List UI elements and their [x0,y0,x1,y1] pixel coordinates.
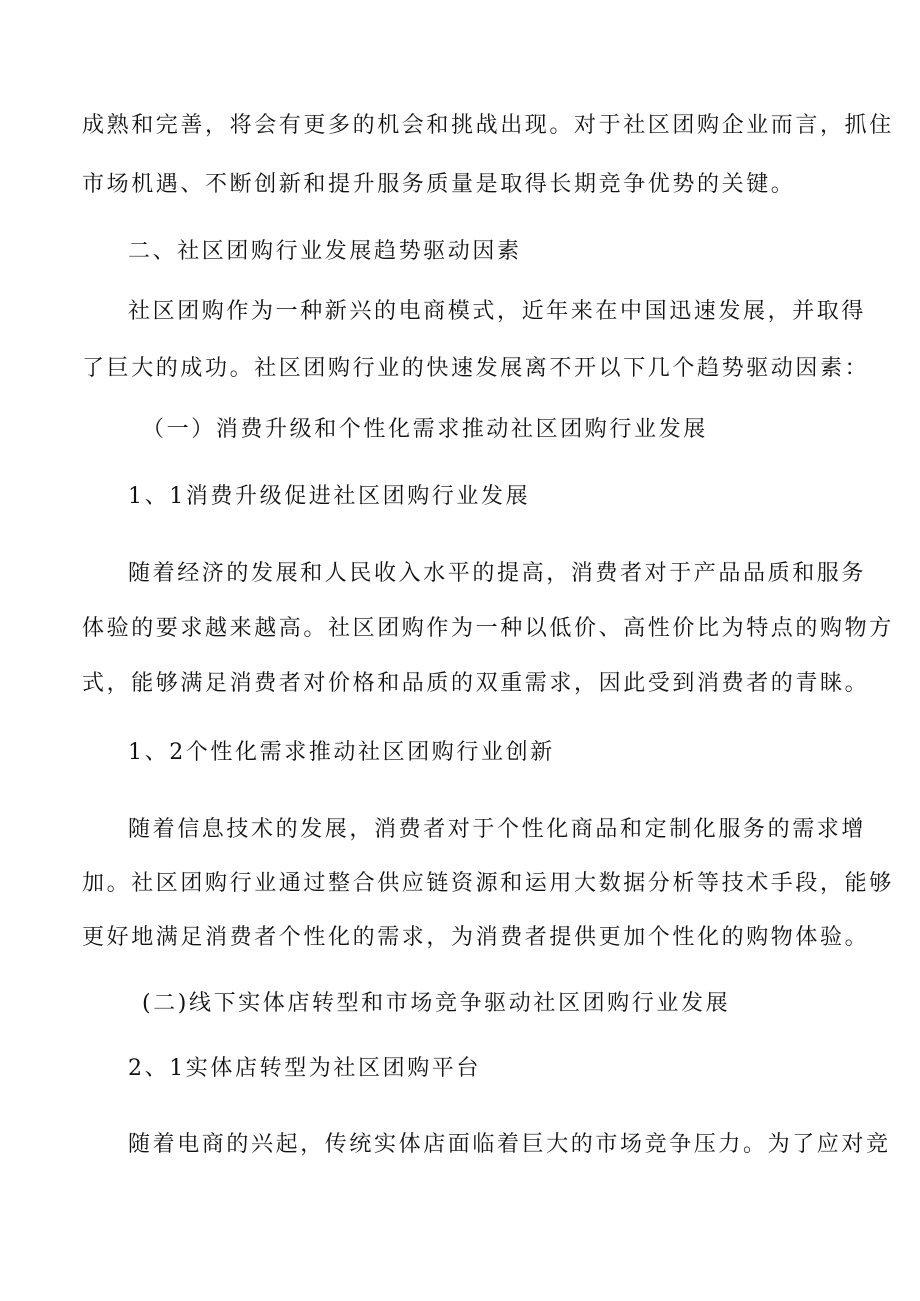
numbered-heading: 1、2个性化需求推动社区团购行业创新 [128,740,555,765]
paragraph-line: 加。社区团购行业通过整合供应链资源和运用大数据分析等技术手段，能够 [82,871,894,896]
paragraph-line: 随着经济的发展和人民收入水平的提高，消费者对于产品品质和服务 [128,561,867,586]
section-heading: 二、社区团购行业发展趋势驱动因素 [128,239,522,264]
paragraph-line: 了巨大的成功。社区团购行业的快速发展离不开以下几个趋势驱动因素： [82,356,870,381]
numbered-heading: 2、1实体店转型为社区团购平台 [128,1056,481,1081]
paragraph-line: 成熟和完善，将会有更多的机会和挑战出现。对于社区团购企业而言，抓住 [82,113,894,138]
paragraph-line: 随着电商的兴起，传统实体店面临着巨大的市场竞争压力。为了应对竞 [128,1132,891,1157]
paragraph-line: 社区团购作为一种新兴的电商模式，近年来在中国迅速发展，并取得 [128,299,867,324]
paragraph-line: 市场机遇、不断创新和提升服务质量是取得长期竞争优势的关键。 [82,172,796,197]
subsection-heading: （一）消费升级和个性化需求推动社区团购行业发展 [142,417,708,442]
paragraph-line: 体验的要求越来越高。社区团购作为一种以低价、高性价比为特点的购物方 [82,616,894,641]
paragraph-line: 更好地满足消费者个性化的需求，为消费者提供更加个性化的购物体验。 [82,925,870,950]
paragraph-line: 随着信息技术的发展，消费者对于个性化商品和定制化服务的需求增 [128,817,867,842]
numbered-heading: 1、1消费升级促进社区团购行业发展 [128,484,531,509]
paragraph-line: 式，能够满足消费者对价格和品质的双重需求，因此受到消费者的青睐。 [82,671,870,696]
subsection-heading: (二)线下实体店转型和市场竞争驱动社区团购行业发展 [142,991,731,1016]
